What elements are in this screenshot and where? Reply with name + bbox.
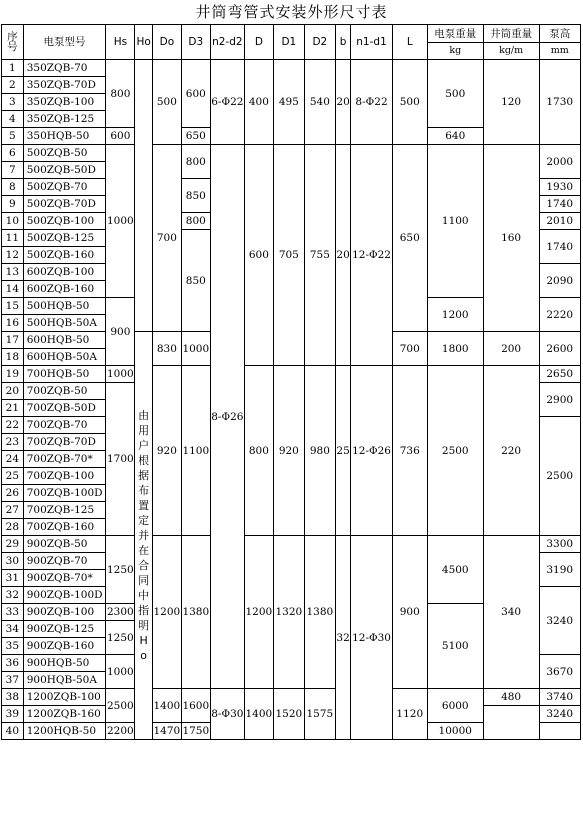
n1d1-cell: 12-Φ30 (351, 536, 392, 740)
header-n1d1: n1-d1 (351, 25, 392, 60)
table-body (2, 25, 581, 740)
model-cell: 900ZQB-70 (23, 553, 106, 570)
model-cell: 350HQB-50 (23, 128, 106, 145)
seq-cell: 1 (2, 60, 24, 77)
header-d3: D3 (181, 25, 210, 60)
d3-cell: 850 (181, 230, 210, 332)
l-cell: 736 (392, 366, 427, 536)
seq-cell: 40 (2, 723, 24, 740)
n1d1-cell: 8-Φ22 (351, 60, 392, 145)
hs-cell: 1250 (106, 536, 135, 604)
pump-height-cell: 3240 (539, 587, 581, 655)
pump-weight-cell: 4500 (427, 536, 483, 604)
model-cell: 600HQB-50 (23, 332, 106, 349)
pump-height-cell: 3670 (539, 655, 581, 689)
model-cell: 700ZQB-70* (23, 451, 106, 468)
pump-height-cell: 3190 (539, 553, 581, 587)
pump-weight-cell: 640 (427, 128, 483, 145)
pump-height-cell: 2900 (539, 383, 581, 417)
pump-height-cell (539, 723, 581, 740)
d3-cell: 1750 (181, 723, 210, 740)
model-cell: 900ZQB-70* (23, 570, 106, 587)
pump-height-cell: 3240 (539, 706, 581, 723)
seq-cell: 11 (2, 230, 24, 247)
seq-cell: 39 (2, 706, 24, 723)
do-cell: 1470 (152, 723, 181, 740)
d-cell: 1200 (244, 536, 273, 689)
model-cell: 350ZQB-70D (23, 77, 106, 94)
d3-cell: 1600 (181, 689, 210, 723)
ho-cell (135, 60, 153, 332)
hs-cell: 600 (106, 128, 135, 145)
d1-cell: 1320 (273, 536, 304, 689)
model-cell: 700ZQB-50 (23, 383, 106, 400)
pump-weight-cell: 2500 (427, 366, 483, 536)
d3-cell: 600 (181, 60, 210, 128)
pump-height-cell: 2010 (539, 213, 581, 230)
pump-height-cell: 1740 (539, 196, 581, 213)
table-row (2, 689, 581, 706)
table-title: 井筒弯管式安装外形尺寸表 (195, 3, 388, 21)
model-cell: 900ZQB-100D (23, 587, 106, 604)
seq-cell: 17 (2, 332, 24, 349)
header-hs: Hs (106, 25, 135, 60)
pump-height-cell: 2000 (539, 145, 581, 179)
d2-cell: 1575 (304, 689, 335, 740)
n1d1-cell: 12-Φ22 (351, 145, 392, 366)
seq-cell: 27 (2, 502, 24, 519)
pump-height-cell: 1930 (539, 179, 581, 196)
l-cell: 900 (392, 536, 427, 689)
seq-cell: 29 (2, 536, 24, 553)
do-cell: 1400 (152, 689, 181, 723)
model-cell: 700ZQB-125 (23, 502, 106, 519)
hs-cell: 1000 (106, 655, 135, 689)
seq-cell: 14 (2, 281, 24, 298)
seq-cell: 26 (2, 485, 24, 502)
b-cell: 20 (335, 145, 351, 366)
seq-cell: 10 (2, 213, 24, 230)
seq-cell: 22 (2, 417, 24, 434)
seq-cell: 36 (2, 655, 24, 672)
seq-cell: 25 (2, 468, 24, 485)
seq-cell: 7 (2, 162, 24, 179)
l-cell: 1120 (392, 689, 427, 740)
pump-height-cell: 2650 (539, 366, 581, 383)
seq-cell: 9 (2, 196, 24, 213)
seq-cell: 33 (2, 604, 24, 621)
model-cell: 500ZQB-50 (23, 145, 106, 162)
pipe-weight-cell: 220 (483, 366, 539, 536)
b-cell: 32 (335, 536, 351, 740)
d3-cell: 1100 (181, 366, 210, 536)
model-cell: 900HQB-50 (23, 655, 106, 672)
seq-cell: 35 (2, 638, 24, 655)
header-model: 电泵型号 (23, 25, 106, 60)
model-cell: 350ZQB-100 (23, 94, 106, 111)
model-cell: 500ZQB-125 (23, 230, 106, 247)
d1-cell: 920 (273, 366, 304, 536)
d1-cell: 495 (273, 60, 304, 145)
pipe-weight-cell: 340 (483, 536, 539, 689)
d-cell: 1400 (244, 689, 273, 740)
pump-weight-cell: 1200 (427, 298, 483, 332)
pump-height-cell: 1740 (539, 230, 581, 264)
header-seq: 序号 (2, 25, 24, 60)
l-cell: 500 (392, 60, 427, 145)
d1-cell: 705 (273, 145, 304, 366)
d2-cell: 540 (304, 60, 335, 145)
d3-cell: 800 (181, 213, 210, 230)
header-n2d2: n2-d2 (210, 25, 244, 60)
model-cell: 700ZQB-100 (23, 468, 106, 485)
seq-cell: 8 (2, 179, 24, 196)
model-cell: 900ZQB-50 (23, 536, 106, 553)
seq-cell: 16 (2, 315, 24, 332)
model-cell: 700ZQB-50D (23, 400, 106, 417)
pump-height-cell: 3740 (539, 689, 581, 706)
pump-weight-cell: 5100 (427, 604, 483, 689)
hs-cell: 2300 (106, 604, 135, 621)
hs-cell: 2500 (106, 689, 135, 723)
model-cell: 700ZQB-160 (23, 519, 106, 536)
model-cell: 700ZQB-100D (23, 485, 106, 502)
model-cell: 900ZQB-160 (23, 638, 106, 655)
model-cell: 1200ZQB-160 (23, 706, 106, 723)
seq-cell: 12 (2, 247, 24, 264)
seq-cell: 4 (2, 111, 24, 128)
unit-pump-height: mm (539, 43, 581, 60)
hs-cell: 1000 (106, 145, 135, 298)
seq-cell: 3 (2, 94, 24, 111)
seq-cell: 24 (2, 451, 24, 468)
pump-height-cell: 2090 (539, 264, 581, 298)
model-cell: 600HQB-50A (23, 349, 106, 366)
header-b: b (335, 25, 351, 60)
do-cell: 700 (152, 145, 181, 332)
hs-cell: 1000 (106, 366, 135, 383)
b-cell: 25 (335, 366, 351, 536)
model-cell: 1200ZQB-100 (23, 689, 106, 706)
model-cell: 900ZQB-125 (23, 621, 106, 638)
model-cell: 700HQB-50 (23, 366, 106, 383)
seq-cell: 34 (2, 621, 24, 638)
d-cell: 600 (244, 145, 273, 366)
hs-cell: 800 (106, 60, 135, 128)
seq-cell: 38 (2, 689, 24, 706)
l-cell: 700 (392, 332, 427, 366)
d3-cell: 650 (181, 128, 210, 145)
l-cell: 650 (392, 145, 427, 332)
pipe-weight-cell: 160 (483, 145, 539, 332)
model-cell: 500ZQB-70 (23, 179, 106, 196)
hs-cell: 900 (106, 298, 135, 366)
model-cell: 500ZQB-50D (23, 162, 106, 179)
pump-weight-cell: 10000 (427, 723, 483, 740)
header-pump-height: 泵高 (539, 25, 581, 43)
unit-pipe-weight: kg/m (483, 43, 539, 60)
seq-cell: 2 (2, 77, 24, 94)
table-row (2, 60, 581, 77)
pump-weight-cell: 6000 (427, 689, 483, 723)
model-cell: 600ZQB-100 (23, 264, 106, 281)
model-cell: 350ZQB-125 (23, 111, 106, 128)
n1d1-cell: 12-Φ26 (351, 366, 392, 536)
d3-cell: 800 (181, 145, 210, 179)
header-ho: Ho (135, 25, 153, 60)
d1-cell: 1520 (273, 689, 304, 740)
seq-cell: 23 (2, 434, 24, 451)
seq-cell: 19 (2, 366, 24, 383)
seq-cell: 30 (2, 553, 24, 570)
model-cell: 500ZQB-160 (23, 247, 106, 264)
pipe-weight-cell: 120 (483, 60, 539, 145)
header-pipe-weight: 井筒重量 (483, 25, 539, 43)
do-cell: 500 (152, 60, 181, 145)
seq-cell: 13 (2, 264, 24, 281)
pump-weight-cell: 1100 (427, 145, 483, 298)
seq-cell: 31 (2, 570, 24, 587)
seq-cell: 37 (2, 672, 24, 689)
header-d: D (244, 25, 273, 60)
model-cell: 500ZQB-100 (23, 213, 106, 230)
d3-cell: 1380 (181, 536, 210, 689)
d3-cell: 1000 (181, 332, 210, 366)
n2d2-cell: 8-Φ26 (210, 145, 244, 689)
b-cell: 20 (335, 60, 351, 145)
d-cell: 800 (244, 366, 273, 536)
model-cell: 350ZQB-70 (23, 60, 106, 77)
model-cell: 1200HQB-50 (23, 723, 106, 740)
header-row (2, 25, 581, 43)
pipe-weight-cell (483, 706, 539, 740)
note-text: 由用户根据布置定并在合同中指明Ho (138, 409, 150, 662)
seq-cell: 18 (2, 349, 24, 366)
seq-cell: 6 (2, 145, 24, 162)
d3-cell: 850 (181, 179, 210, 213)
model-cell: 500HQB-50A (23, 315, 106, 332)
pump-height-cell: 2600 (539, 332, 581, 366)
do-cell: 830 (152, 332, 181, 366)
d2-cell: 1380 (304, 536, 335, 689)
seq-cell: 20 (2, 383, 24, 400)
d-cell: 400 (244, 60, 273, 145)
model-cell: 700ZQB-70 (23, 417, 106, 434)
model-cell: 600ZQB-160 (23, 281, 106, 298)
pump-height-cell: 2500 (539, 417, 581, 536)
unit-pump-weight: kg (427, 43, 483, 60)
header-do: Do (152, 25, 181, 60)
table-row (2, 145, 581, 162)
hs-cell: 1250 (106, 621, 135, 655)
table-row (2, 536, 581, 553)
hs-cell: 1700 (106, 383, 135, 536)
pipe-weight-cell: 200 (483, 332, 539, 366)
header-pump-weight: 电泵重量 (427, 25, 483, 43)
pump-height-cell: 2220 (539, 298, 581, 332)
d2-cell: 980 (304, 366, 335, 536)
header-l: L (392, 25, 427, 60)
n2d2-cell: 6-Φ22 (210, 60, 244, 145)
pump-weight-cell: 1800 (427, 332, 483, 366)
dimension-table (1, 24, 581, 740)
table-row (2, 366, 581, 383)
ho-cell (135, 332, 153, 740)
do-cell: 920 (152, 366, 181, 536)
seq-cell: 28 (2, 519, 24, 536)
pipe-weight-cell: 480 (483, 689, 539, 706)
header-d1: D1 (273, 25, 304, 60)
do-cell: 1200 (152, 536, 181, 689)
seq-cell: 32 (2, 587, 24, 604)
model-cell: 700ZQB-70D (23, 434, 106, 451)
seq-cell: 21 (2, 400, 24, 417)
pump-height-cell: 3300 (539, 536, 581, 553)
model-cell: 500ZQB-70D (23, 196, 106, 213)
n2d2-cell: 8-Φ30 (210, 689, 244, 740)
model-cell: 900ZQB-100 (23, 604, 106, 621)
hs-cell: 2200 (106, 723, 135, 740)
model-cell: 500HQB-50 (23, 298, 106, 315)
seq-cell: 5 (2, 128, 24, 145)
header-d2: D2 (304, 25, 335, 60)
seq-cell: 15 (2, 298, 24, 315)
pump-weight-cell: 500 (427, 60, 483, 128)
d2-cell: 755 (304, 145, 335, 366)
model-cell: 900HQB-50A (23, 672, 106, 689)
pump-height-cell: 1730 (539, 60, 581, 145)
